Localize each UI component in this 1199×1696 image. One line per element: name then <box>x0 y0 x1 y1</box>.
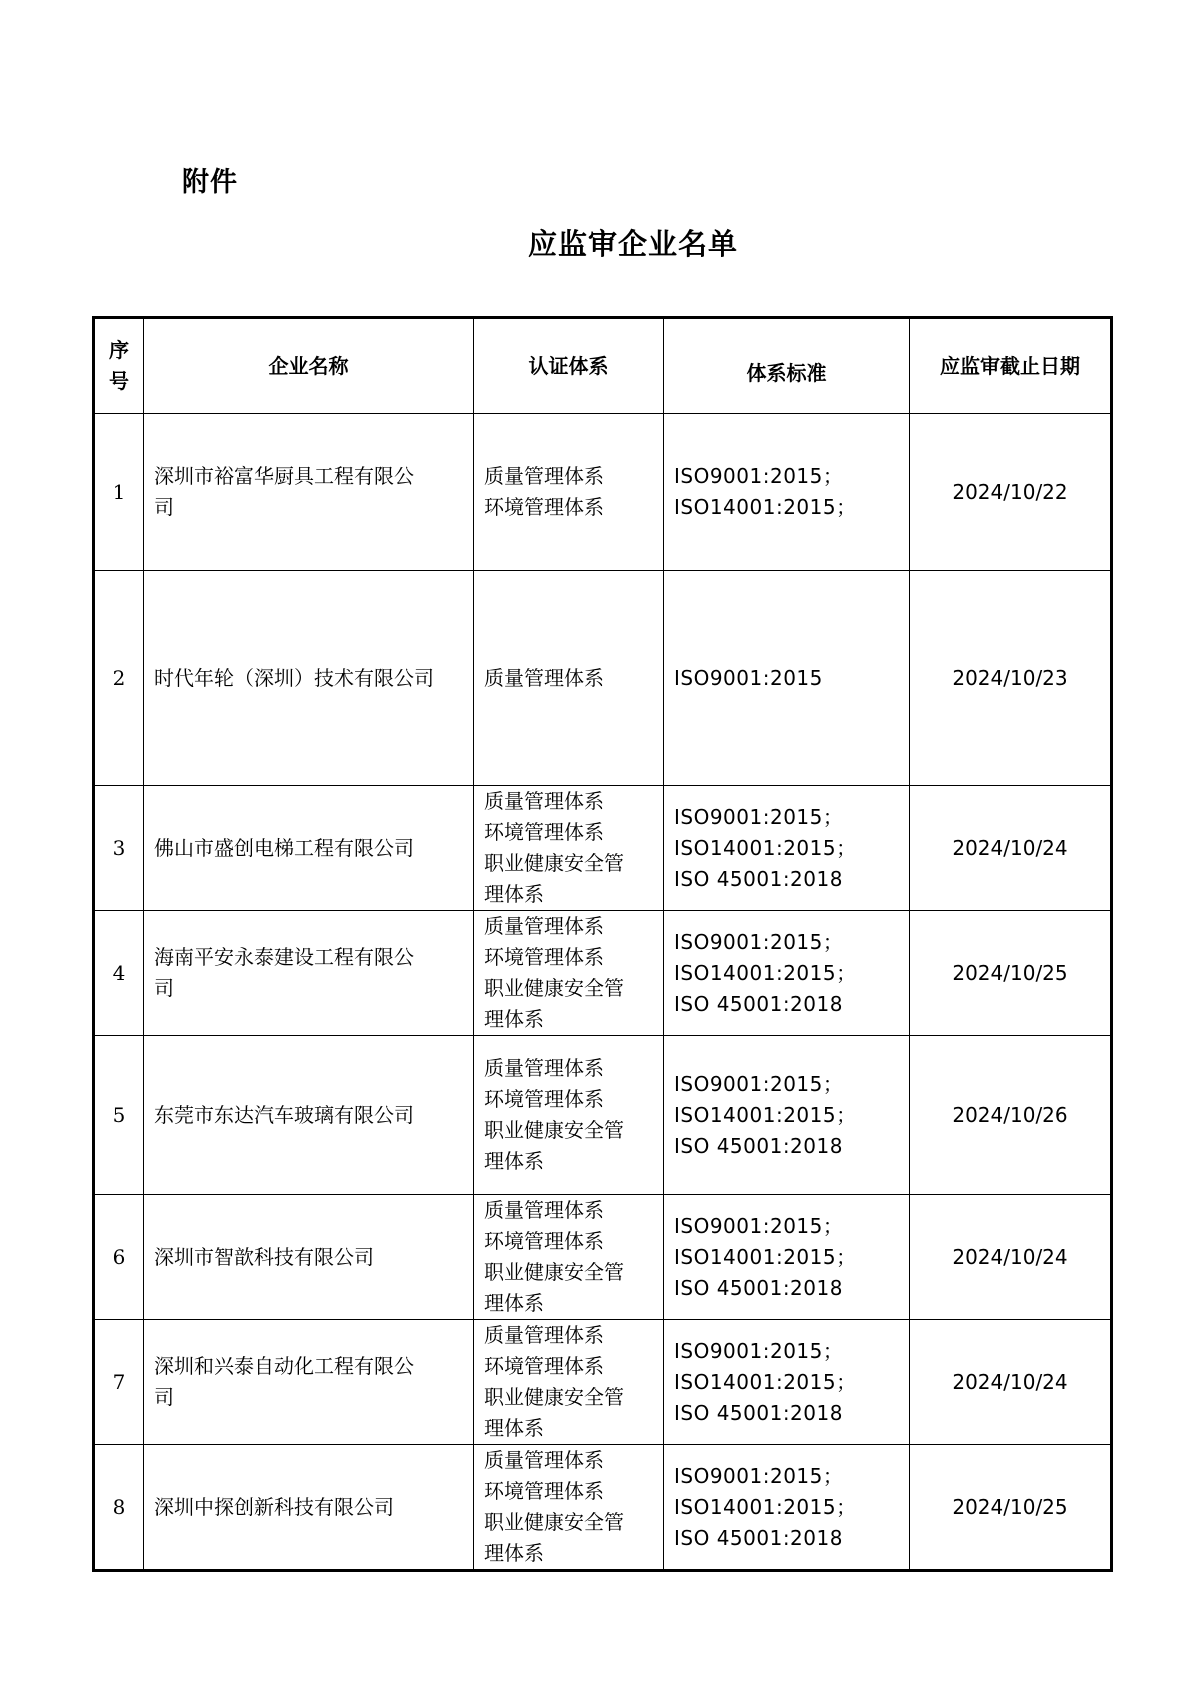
cell-standard <box>664 414 910 571</box>
standard-line: ISO9001:2015； <box>674 1463 844 1488</box>
system-line: 理体系 <box>484 1541 544 1565</box>
cell-system <box>474 414 664 571</box>
cell-standard <box>664 1320 910 1445</box>
header-company: 企业名称 <box>144 318 474 414</box>
cell-standard <box>664 911 910 1036</box>
standard-line: ISO14001:2015； <box>674 960 857 985</box>
system-line: 理体系 <box>484 1149 544 1173</box>
company-line: 司 <box>154 1385 174 1409</box>
cell-deadline: 2024/10/24 <box>910 786 1112 911</box>
cell-system <box>474 786 664 911</box>
system-line: 理体系 <box>484 1416 544 1440</box>
cell-standard <box>664 786 910 911</box>
cell-company <box>144 1320 474 1445</box>
company-line: 深圳市智歆科技有限公司 <box>154 1244 374 1269</box>
cell-company <box>144 571 474 786</box>
system-line: 质量管理体系 <box>484 1448 604 1472</box>
table-row <box>94 571 1112 786</box>
company-line: 司 <box>154 976 174 1000</box>
system-line: 职业健康安全管 <box>484 851 624 875</box>
system-line: 质量管理体系 <box>484 1323 604 1347</box>
cell-deadline: 2024/10/25 <box>910 911 1112 1036</box>
standard-line: ISO 45001:2018 <box>674 866 843 891</box>
table-row <box>94 1036 1112 1195</box>
table-row <box>94 911 1112 1036</box>
cell-company <box>144 911 474 1036</box>
cell-standard <box>664 1195 910 1320</box>
company-line: 佛山市盛创电梯工程有限公司 <box>154 835 414 860</box>
standard-line: ISO9001:2015 <box>674 665 823 690</box>
system-line: 环境管理体系 <box>484 1087 604 1111</box>
cell-company <box>144 786 474 911</box>
cell-deadline: 2024/10/24 <box>910 1195 1112 1320</box>
table-row <box>94 414 1112 571</box>
company-line: 东莞市东达汽车玻璃有限公司 <box>154 1102 414 1127</box>
system-line: 质量管理体系 <box>484 464 604 488</box>
company-line: 海南平安永泰建设工程有限公 <box>154 945 414 969</box>
standard-line: ISO14001:2015； <box>674 1494 857 1519</box>
standard-line: ISO9001:2015； <box>674 464 844 488</box>
system-line: 质量管理体系 <box>484 914 604 938</box>
header-seq-line1: 序 <box>109 338 129 362</box>
cell-seq: 3 <box>94 786 144 911</box>
system-line: 环境管理体系 <box>484 945 604 969</box>
system-line: 理体系 <box>484 1291 544 1315</box>
standard-line: ISO14001:2015； <box>674 835 857 860</box>
cell-company <box>144 1036 474 1195</box>
system-line: 环境管理体系 <box>484 495 604 519</box>
cell-system <box>474 1320 664 1445</box>
standard-line: ISO9001:2015； <box>674 1071 844 1096</box>
company-line: 司 <box>154 495 174 519</box>
standard-line: ISO 45001:2018 <box>674 991 843 1016</box>
cell-system <box>474 571 664 786</box>
cell-company <box>144 1195 474 1320</box>
system-line: 职业健康安全管 <box>484 1260 624 1284</box>
cell-system <box>474 1195 664 1320</box>
system-line: 理体系 <box>484 1007 544 1031</box>
company-line: 时代年轮（深圳）技术有限公司 <box>154 665 434 690</box>
cell-seq: 1 <box>94 414 144 571</box>
cell-company <box>144 414 474 571</box>
cell-deadline: 2024/10/23 <box>910 571 1112 786</box>
cell-deadline: 2024/10/25 <box>910 1445 1112 1571</box>
system-line: 环境管理体系 <box>484 1229 604 1253</box>
system-line: 质量管理体系 <box>484 665 604 690</box>
header-system: 认证体系 <box>474 318 664 414</box>
standard-line: ISO 45001:2018 <box>674 1275 843 1300</box>
standard-line: ISO 45001:2018 <box>674 1400 843 1425</box>
cell-standard <box>664 1036 910 1195</box>
system-line: 质量管理体系 <box>484 789 604 813</box>
standard-line: ISO 45001:2018 <box>674 1133 843 1158</box>
table-header-row <box>94 318 1112 414</box>
system-line: 环境管理体系 <box>484 1479 604 1503</box>
table-row <box>94 1195 1112 1320</box>
document-title: 应监审企业名单 <box>527 227 738 261</box>
standard-line: ISO14001:2015； <box>674 1102 857 1127</box>
cell-seq: 7 <box>94 1320 144 1445</box>
standard-line: ISO9001:2015； <box>674 804 844 829</box>
standard-line: ISO14001:2015； <box>674 495 857 519</box>
cell-seq: 2 <box>94 571 144 786</box>
header-seq <box>94 318 144 414</box>
system-line: 质量管理体系 <box>484 1056 604 1080</box>
company-line: 深圳市裕富华厨具工程有限公 <box>154 464 414 488</box>
header-seq-line2: 号 <box>109 369 129 393</box>
cell-standard <box>664 571 910 786</box>
header-standard: 体系标准 <box>664 318 910 414</box>
company-line: 深圳中探创新科技有限公司 <box>154 1494 394 1519</box>
table-row <box>94 1445 1112 1571</box>
cell-standard <box>664 1445 910 1571</box>
attachment-label: 附件 <box>182 167 238 198</box>
cell-deadline: 2024/10/24 <box>910 1320 1112 1445</box>
cell-company <box>144 1445 474 1571</box>
system-line: 职业健康安全管 <box>484 1118 624 1142</box>
cell-deadline: 2024/10/26 <box>910 1036 1112 1195</box>
standard-line: ISO 45001:2018 <box>674 1525 843 1550</box>
system-line: 理体系 <box>484 882 544 906</box>
cell-system <box>474 1036 664 1195</box>
system-line: 职业健康安全管 <box>484 976 624 1000</box>
cell-seq: 6 <box>94 1195 144 1320</box>
standard-line: ISO14001:2015； <box>674 1244 857 1269</box>
system-line: 环境管理体系 <box>484 1354 604 1378</box>
company-line: 深圳和兴泰自动化工程有限公 <box>154 1354 414 1378</box>
cell-system <box>474 911 664 1036</box>
standard-line: ISO14001:2015； <box>674 1369 857 1394</box>
header-deadline: 应监审截止日期 <box>910 318 1112 414</box>
standard-line: ISO9001:2015； <box>674 929 844 954</box>
standard-line: ISO9001:2015； <box>674 1213 844 1238</box>
system-line: 质量管理体系 <box>484 1198 604 1222</box>
system-line: 环境管理体系 <box>484 820 604 844</box>
cell-seq: 8 <box>94 1445 144 1571</box>
cell-deadline: 2024/10/22 <box>910 414 1112 571</box>
standard-line: ISO9001:2015； <box>674 1338 844 1363</box>
audit-company-table <box>92 316 1113 1572</box>
table-row <box>94 786 1112 911</box>
cell-system <box>474 1445 664 1571</box>
cell-seq: 5 <box>94 1036 144 1195</box>
system-line: 职业健康安全管 <box>484 1510 624 1534</box>
system-line: 职业健康安全管 <box>484 1385 624 1409</box>
table-row <box>94 1320 1112 1445</box>
cell-seq: 4 <box>94 911 144 1036</box>
